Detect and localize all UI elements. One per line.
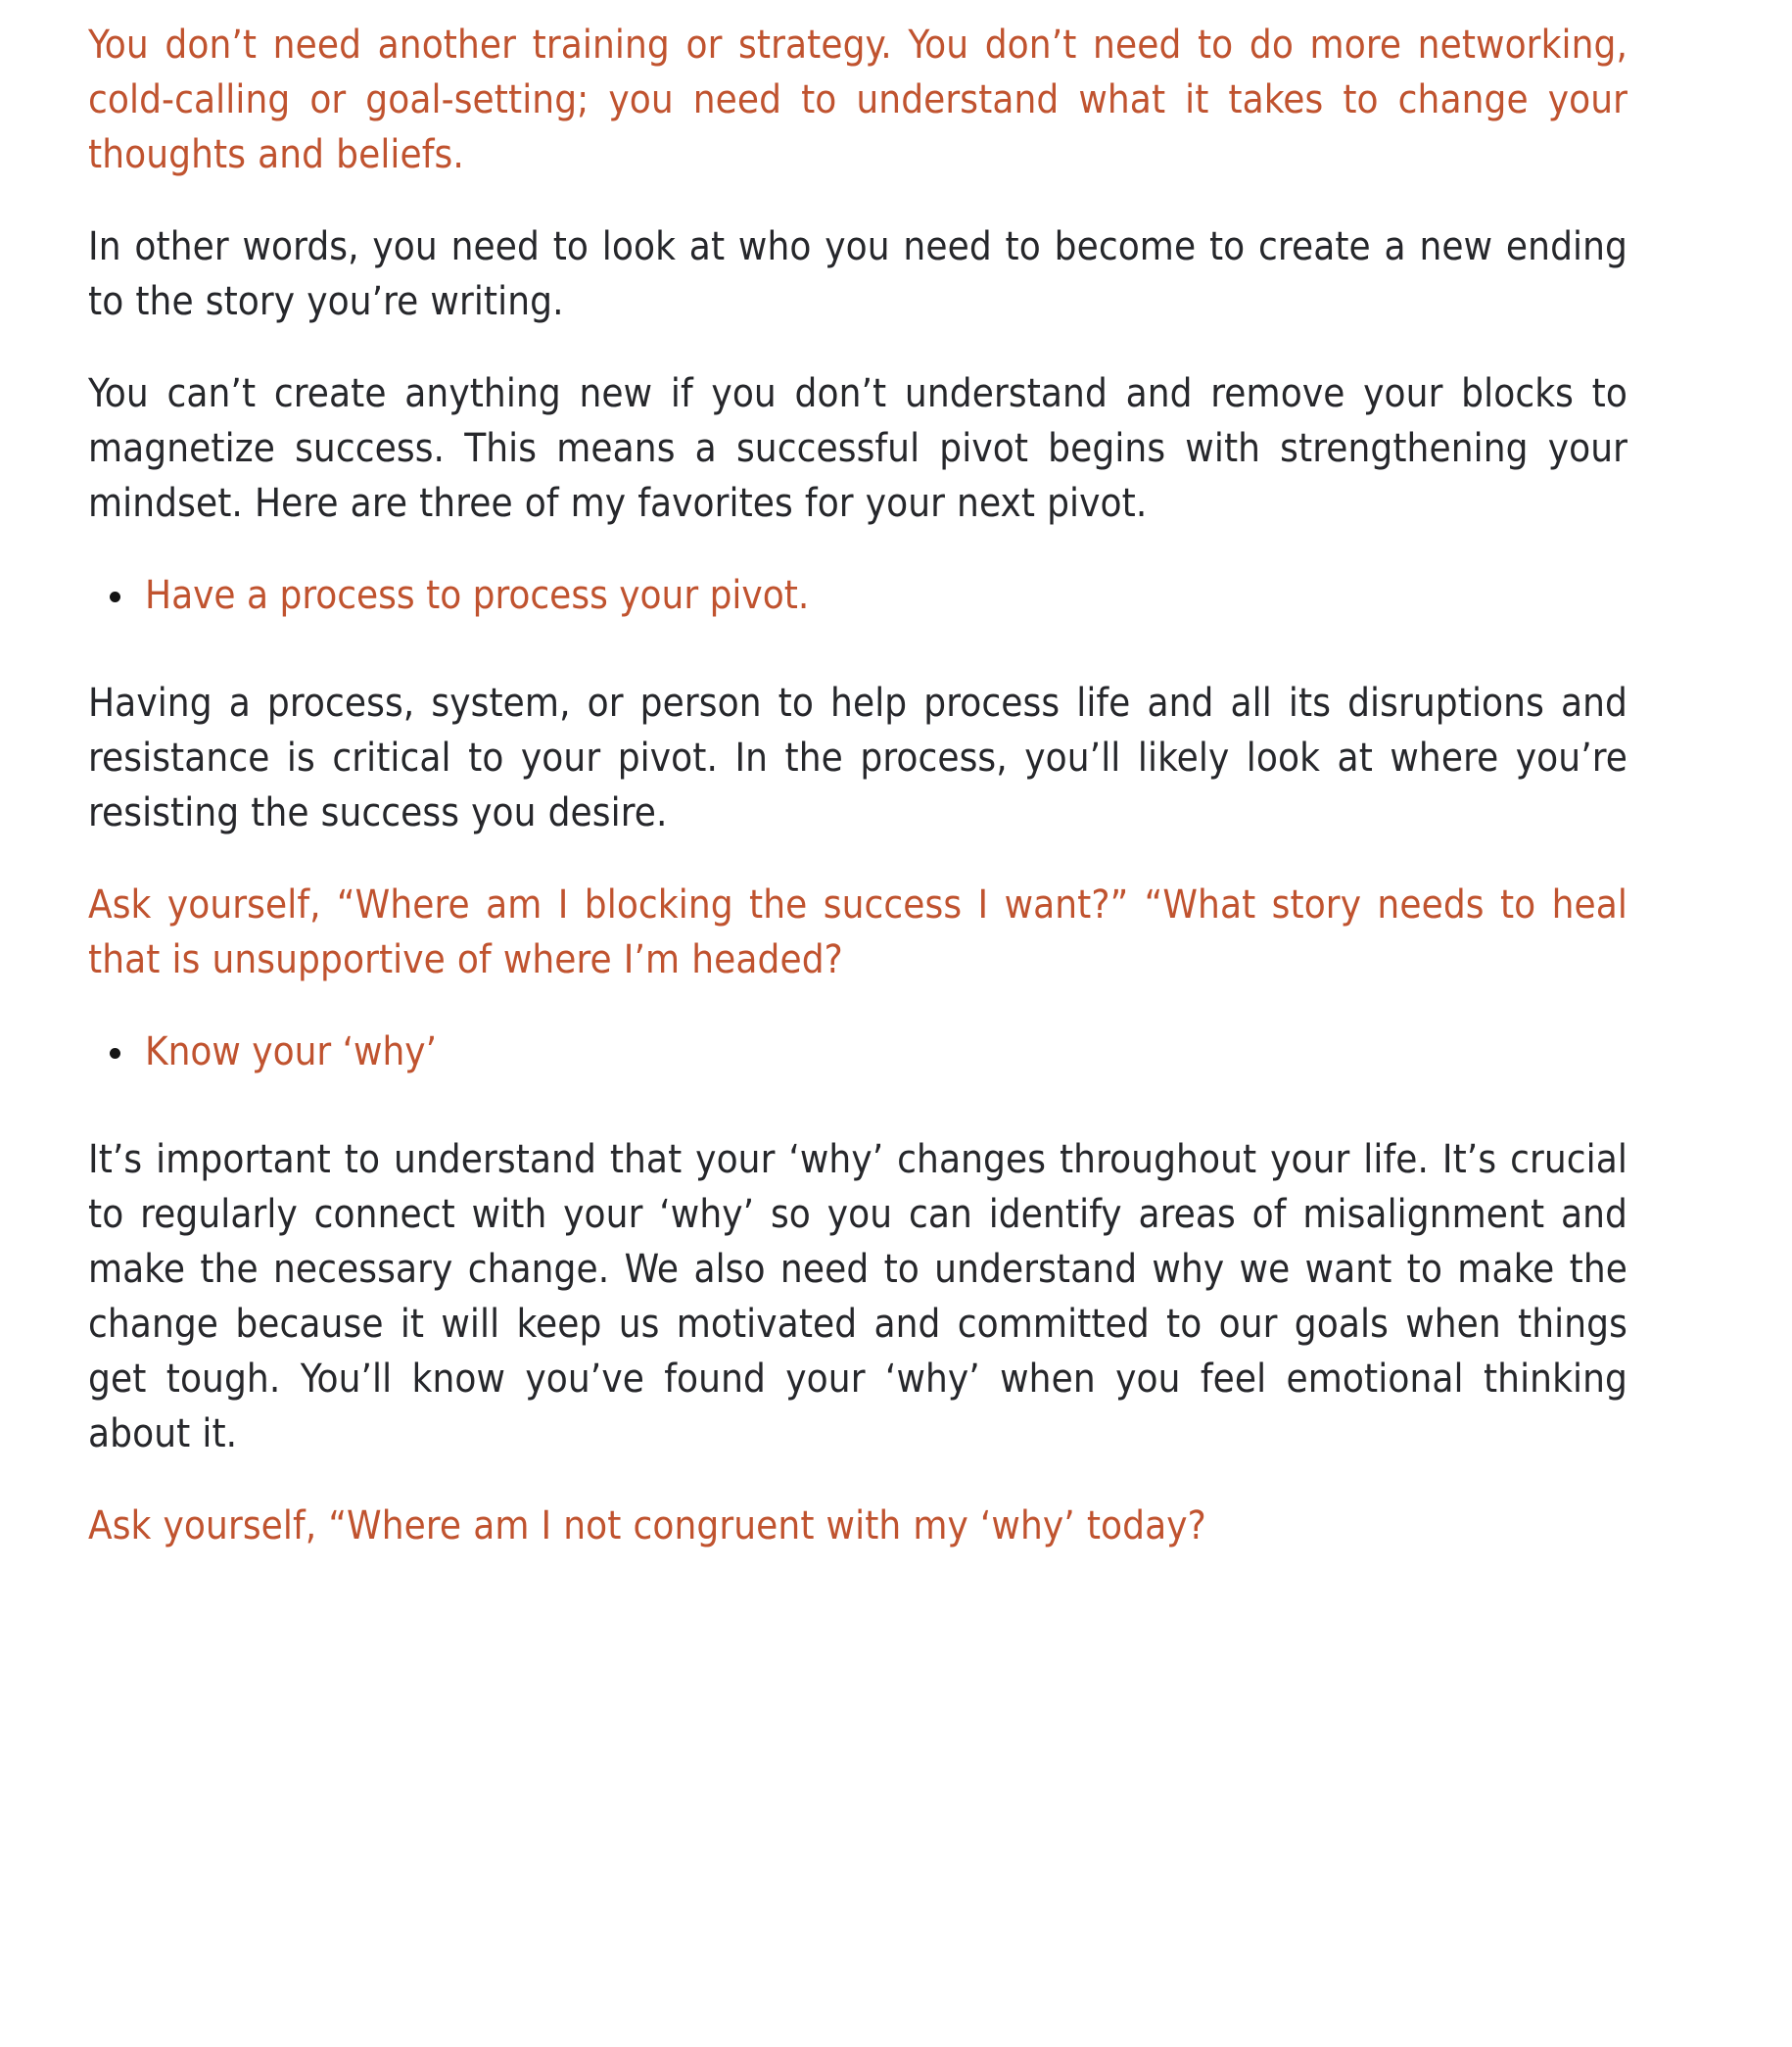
having-a-process-paragraph: Having a process, system, or person to help process life and all its disruptions and resistance is critical to your pivot. In the process, you’ll likely look at where you’re resisting the success you desire. <box>88 681 1627 835</box>
know-your-why-paragraph: It’s important to understand that your ‘why’ changes throughout your life. It’s crucial to regularly connect with your ‘why’ so you can identify areas of misalignment and make the necessary change. We also need to understand why we want to make the change because it will keep us motivated and committed to our goals when things get tough. You’ll know you’ve found your ‘why’ when you feel emotional thinking about it. <box>88 1137 1627 1456</box>
blocks-to-success-paragraph: You can’t create anything new if you don’t understand and remove your blocks to magnetize success. This means a successful pivot begins with strengthening your mindset. Here are three of my favorites for your next pivot. <box>88 371 1627 526</box>
list-spacer <box>88 1117 1627 1132</box>
list-item: Know your ‘why’ <box>88 1024 1627 1079</box>
intro-accent-paragraph: You don’t need another training or strategy. You don’t need to do more networking, cold-calling or goal-setting; you need to understand what it takes to change your thoughts and beliefs. <box>88 23 1627 177</box>
ask-yourself-blocking-paragraph: Ask yourself, “Where am I blocking the success I want?” “What story needs to heal that is unsupportive of where I’m headed? <box>88 882 1627 982</box>
in-other-words-paragraph: In other words, you need to look at who you need to become to create a new ending to the story you’re writing. <box>88 224 1627 324</box>
tip-two-list <box>88 1024 1627 1079</box>
ask-yourself-congruent-paragraph: Ask yourself, “Where am I not congruent with my ‘why’ today? <box>88 1503 1206 1548</box>
list-spacer <box>88 660 1627 676</box>
list-item: Have a process to process your pivot. <box>88 568 1627 623</box>
tip-one-list <box>88 568 1627 623</box>
